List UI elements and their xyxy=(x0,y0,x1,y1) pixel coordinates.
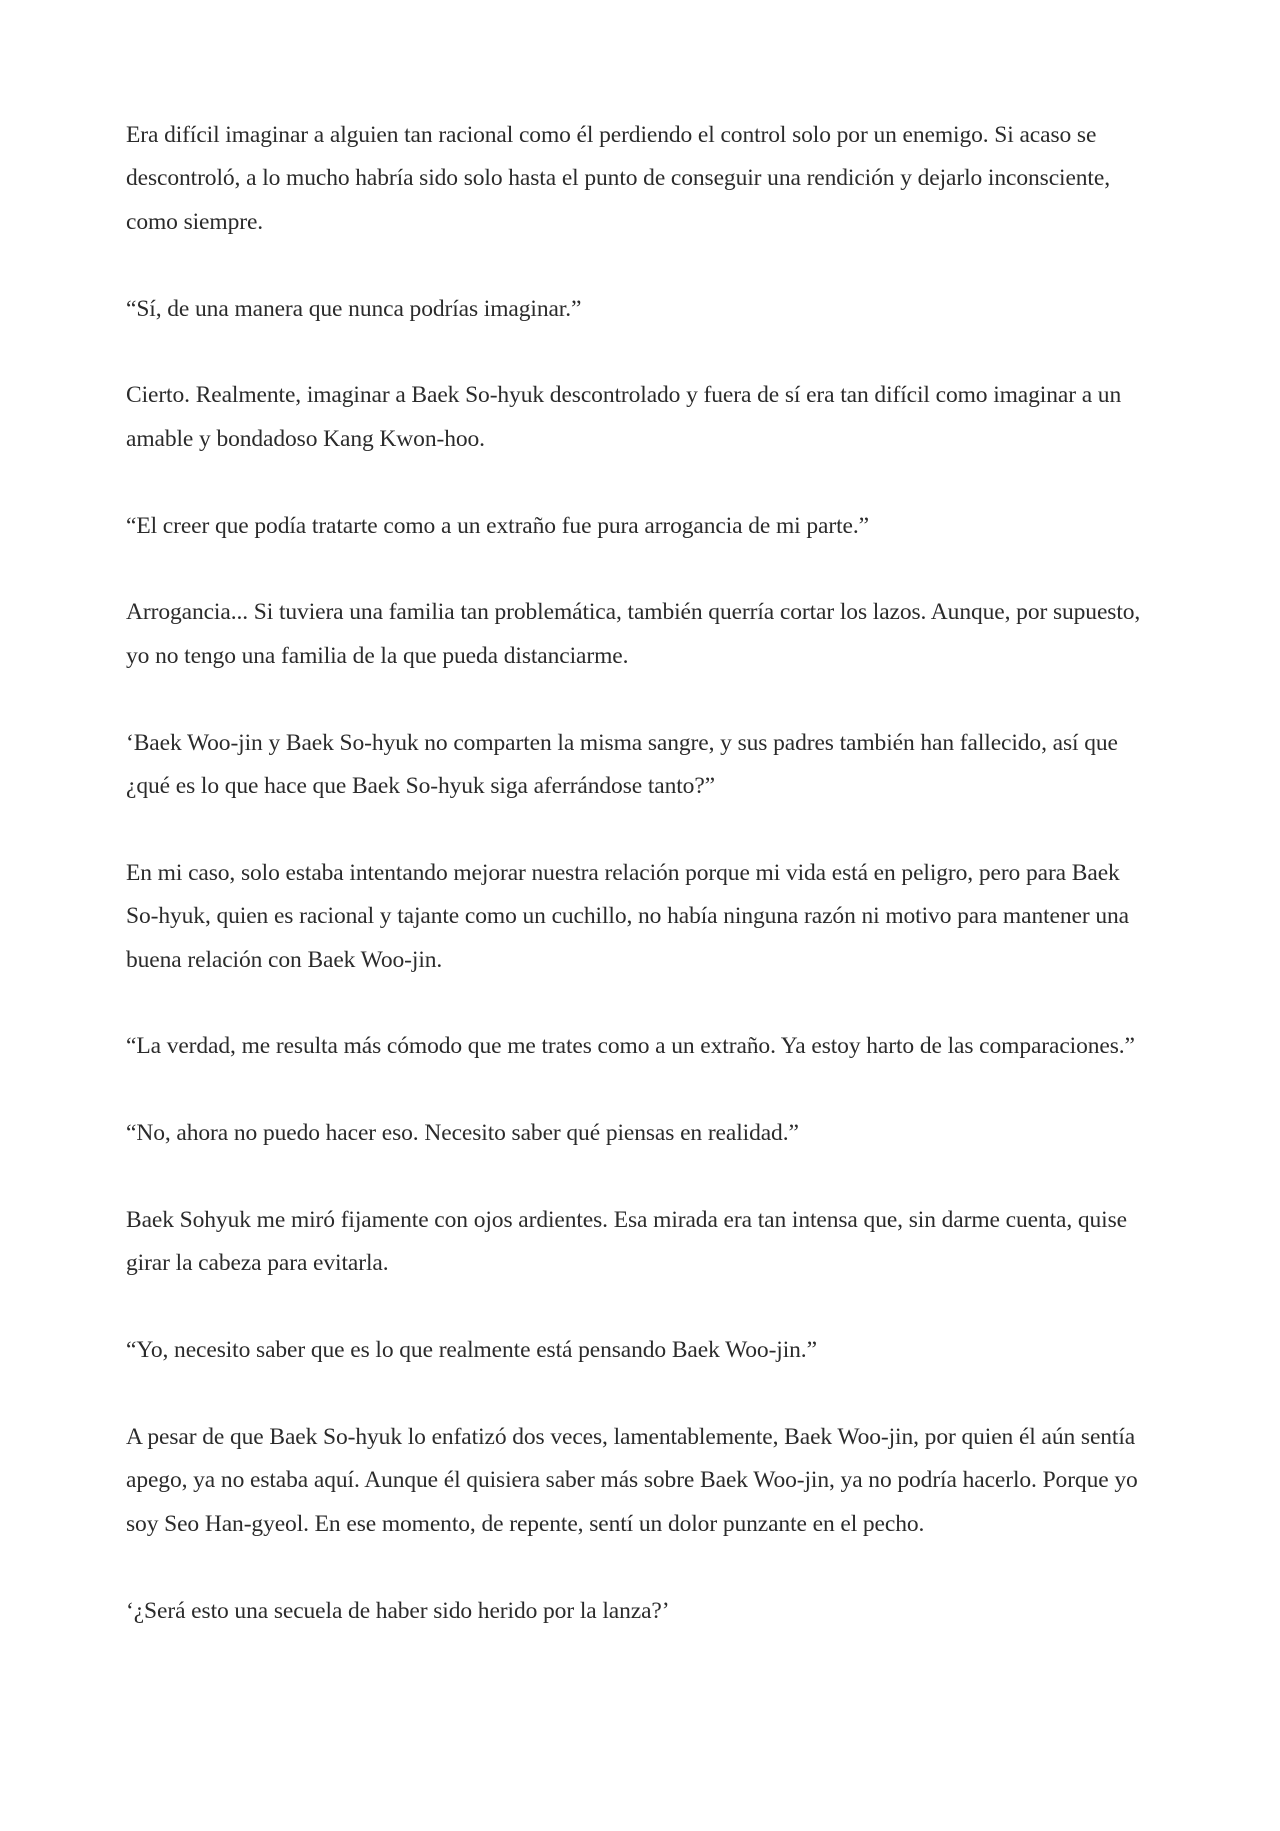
paragraph-narration: Cierto. Realmente, imaginar a Baek So-hyuk descontrolado y fuera de sí era tan difícil como imaginar a un amable y bondadoso Kang Kwon-hoo. xyxy=(126,382,1122,452)
paragraph-dialogue: “No, ahora no puedo hacer eso. Necesito saber qué piensas en realidad.” xyxy=(126,1120,799,1147)
paragraph-thought: ‘¿Será esto una secuela de haber sido herido por la lanza?’ xyxy=(126,1597,670,1624)
paragraph-dialogue: “El creer que podía tratarte como a un extraño fue pura arrogancia de mi parte.” xyxy=(126,512,869,539)
paragraph-dialogue: “La verdad, me resulta más cómodo que me trates como a un extraño. Ya estoy harto de las comparaciones.” xyxy=(126,1033,1135,1060)
paragraph-narration: Arrogancia... Si tuviera una familia tan problemática, también querría cortar los lazos. Aunque, por supuesto, yo no tengo una familia de la que pueda distanciarme. xyxy=(126,599,1141,669)
paragraph-narration: Baek Sohyuk me miró fijamente con ojos ardientes. Esa mirada era tan intensa que, sin darme cuenta, quise girar la cabeza para evitarla. xyxy=(126,1207,1127,1277)
paragraph-dialogue: “Sí, de una manera que nunca podrías imaginar.” xyxy=(126,295,582,322)
document-body xyxy=(126,114,1146,1676)
paragraph-dialogue: “Yo, necesito saber que es lo que realmente está pensando Baek Woo-jin.” xyxy=(126,1337,817,1364)
paragraph-narration: A pesar de que Baek So-hyuk lo enfatizó dos veces, lamentablemente, Baek Woo-jin, por quien él aún sentía apego, ya no estaba aquí. Aunque él quisiera saber más sobre Baek Woo-jin, ya no podría hacerlo. Porque yo soy Seo Han-gyeol. En ese momento, de repente, sentí un dolor punzante en el pecho. xyxy=(126,1424,1138,1537)
paragraph-narration: En mi caso, solo estaba intentando mejorar nuestra relación porque mi vida está en peligro, pero para Baek So-hyuk, quien es racional y tajante como un cuchillo, no había ninguna razón ni motivo para mantener una buena relación con Baek Woo-jin. xyxy=(126,859,1129,973)
paragraph-thought: ‘Baek Woo-jin y Baek So-hyuk no comparten la misma sangre, y sus padres también han fallecido, así que ¿qué es lo que hace que Baek So-hyuk siga aferrándose tanto?” xyxy=(126,729,1118,800)
paragraph-narration: Era difícil imaginar a alguien tan racional como él perdiendo el control solo por un enemigo. Si acaso se descontroló, a lo mucho habría sido solo hasta el punto de conseguir una rendición y dejarlo inconsciente, como siempre. xyxy=(126,122,1110,235)
